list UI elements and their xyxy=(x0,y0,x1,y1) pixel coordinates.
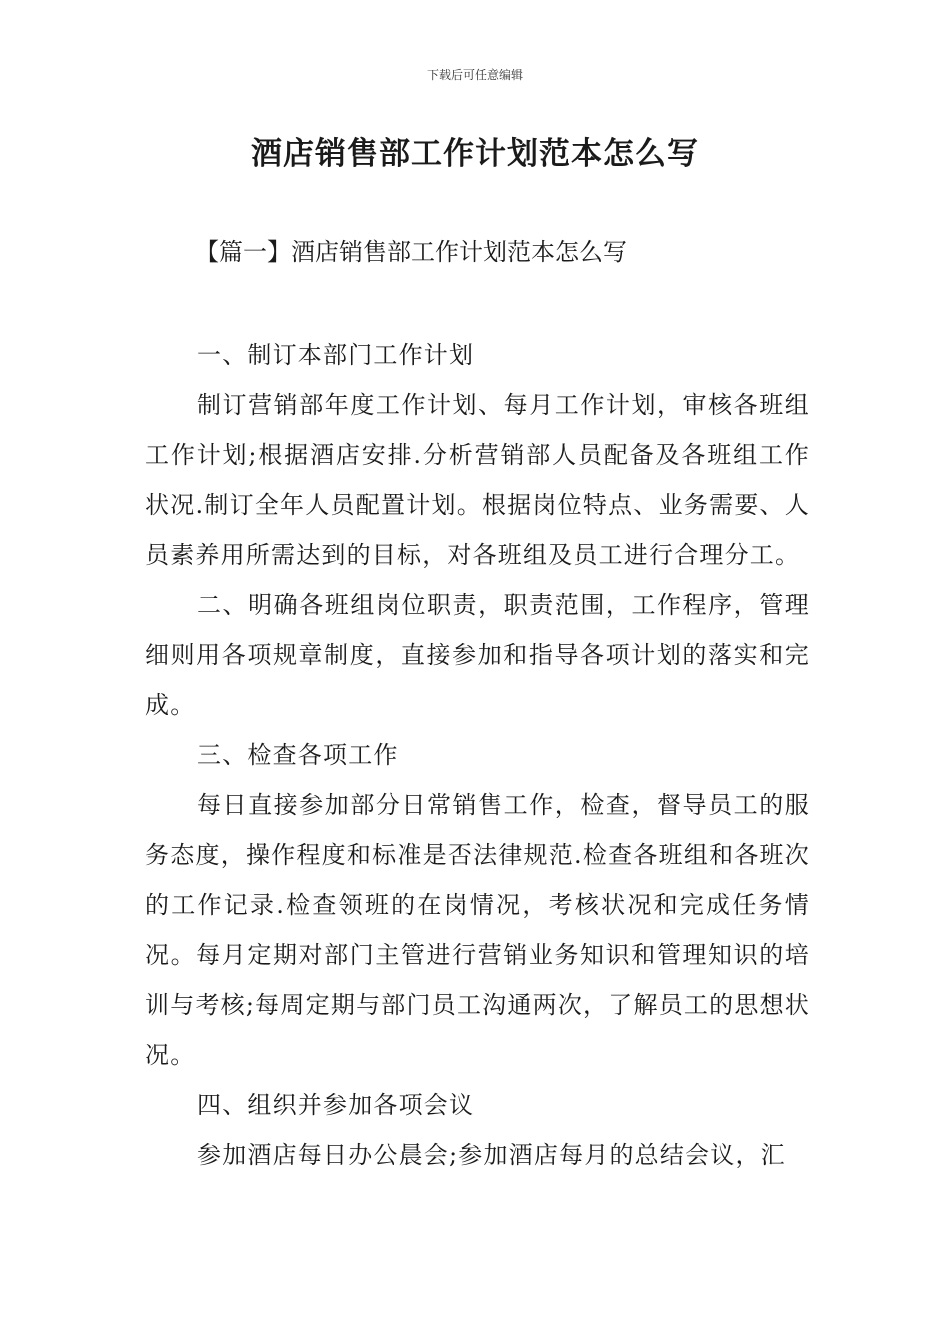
paragraph-heading-3: 三、检查各项工作 xyxy=(197,741,399,769)
paragraph-heading-1: 一、制订本部门工作计划 xyxy=(197,341,475,369)
paragraph: 制订营销部年度工作计划、每月工作计划，审核各班组工作计划;根据酒店安排.分析营销部人员配备及各班组工作状况.制订全年人员配置计划。根据岗位特点、业务需要、人员素养用所需达到的目标，对各班组及员工进行合理分工。 xyxy=(145,391,810,569)
document-body xyxy=(145,330,810,1180)
section-subtitle: 【篇一】酒店销售部工作计划范本怎么写 xyxy=(195,238,627,266)
paragraph: 参加酒店每日办公晨会;参加酒店每月的总结会议，汇 xyxy=(197,1141,786,1169)
header-note: 下载后可任意编辑 xyxy=(426,68,523,82)
paragraph: 二、明确各班组岗位职责，职责范围，工作程序，管理细则用各项规章制度，直接参加和指导各项计划的落实和完成。 xyxy=(145,591,810,719)
document-title: 酒店销售部工作计划范本怎么写 xyxy=(251,136,699,172)
paragraph: 每日直接参加部分日常销售工作，检查，督导员工的服务态度，操作程度和标准是否法律规范.检查各班组和各班次的工作记录.检查领班的在岗情况，考核状况和完成任务情况。每月定期对部门主管进行营销业务知识和管理知识的培训与考核;每周定期与部门员工沟通两次，了解员工的思想状况。 xyxy=(145,791,810,1069)
paragraph-heading-4: 四、组织并参加各项会议 xyxy=(197,1091,475,1119)
